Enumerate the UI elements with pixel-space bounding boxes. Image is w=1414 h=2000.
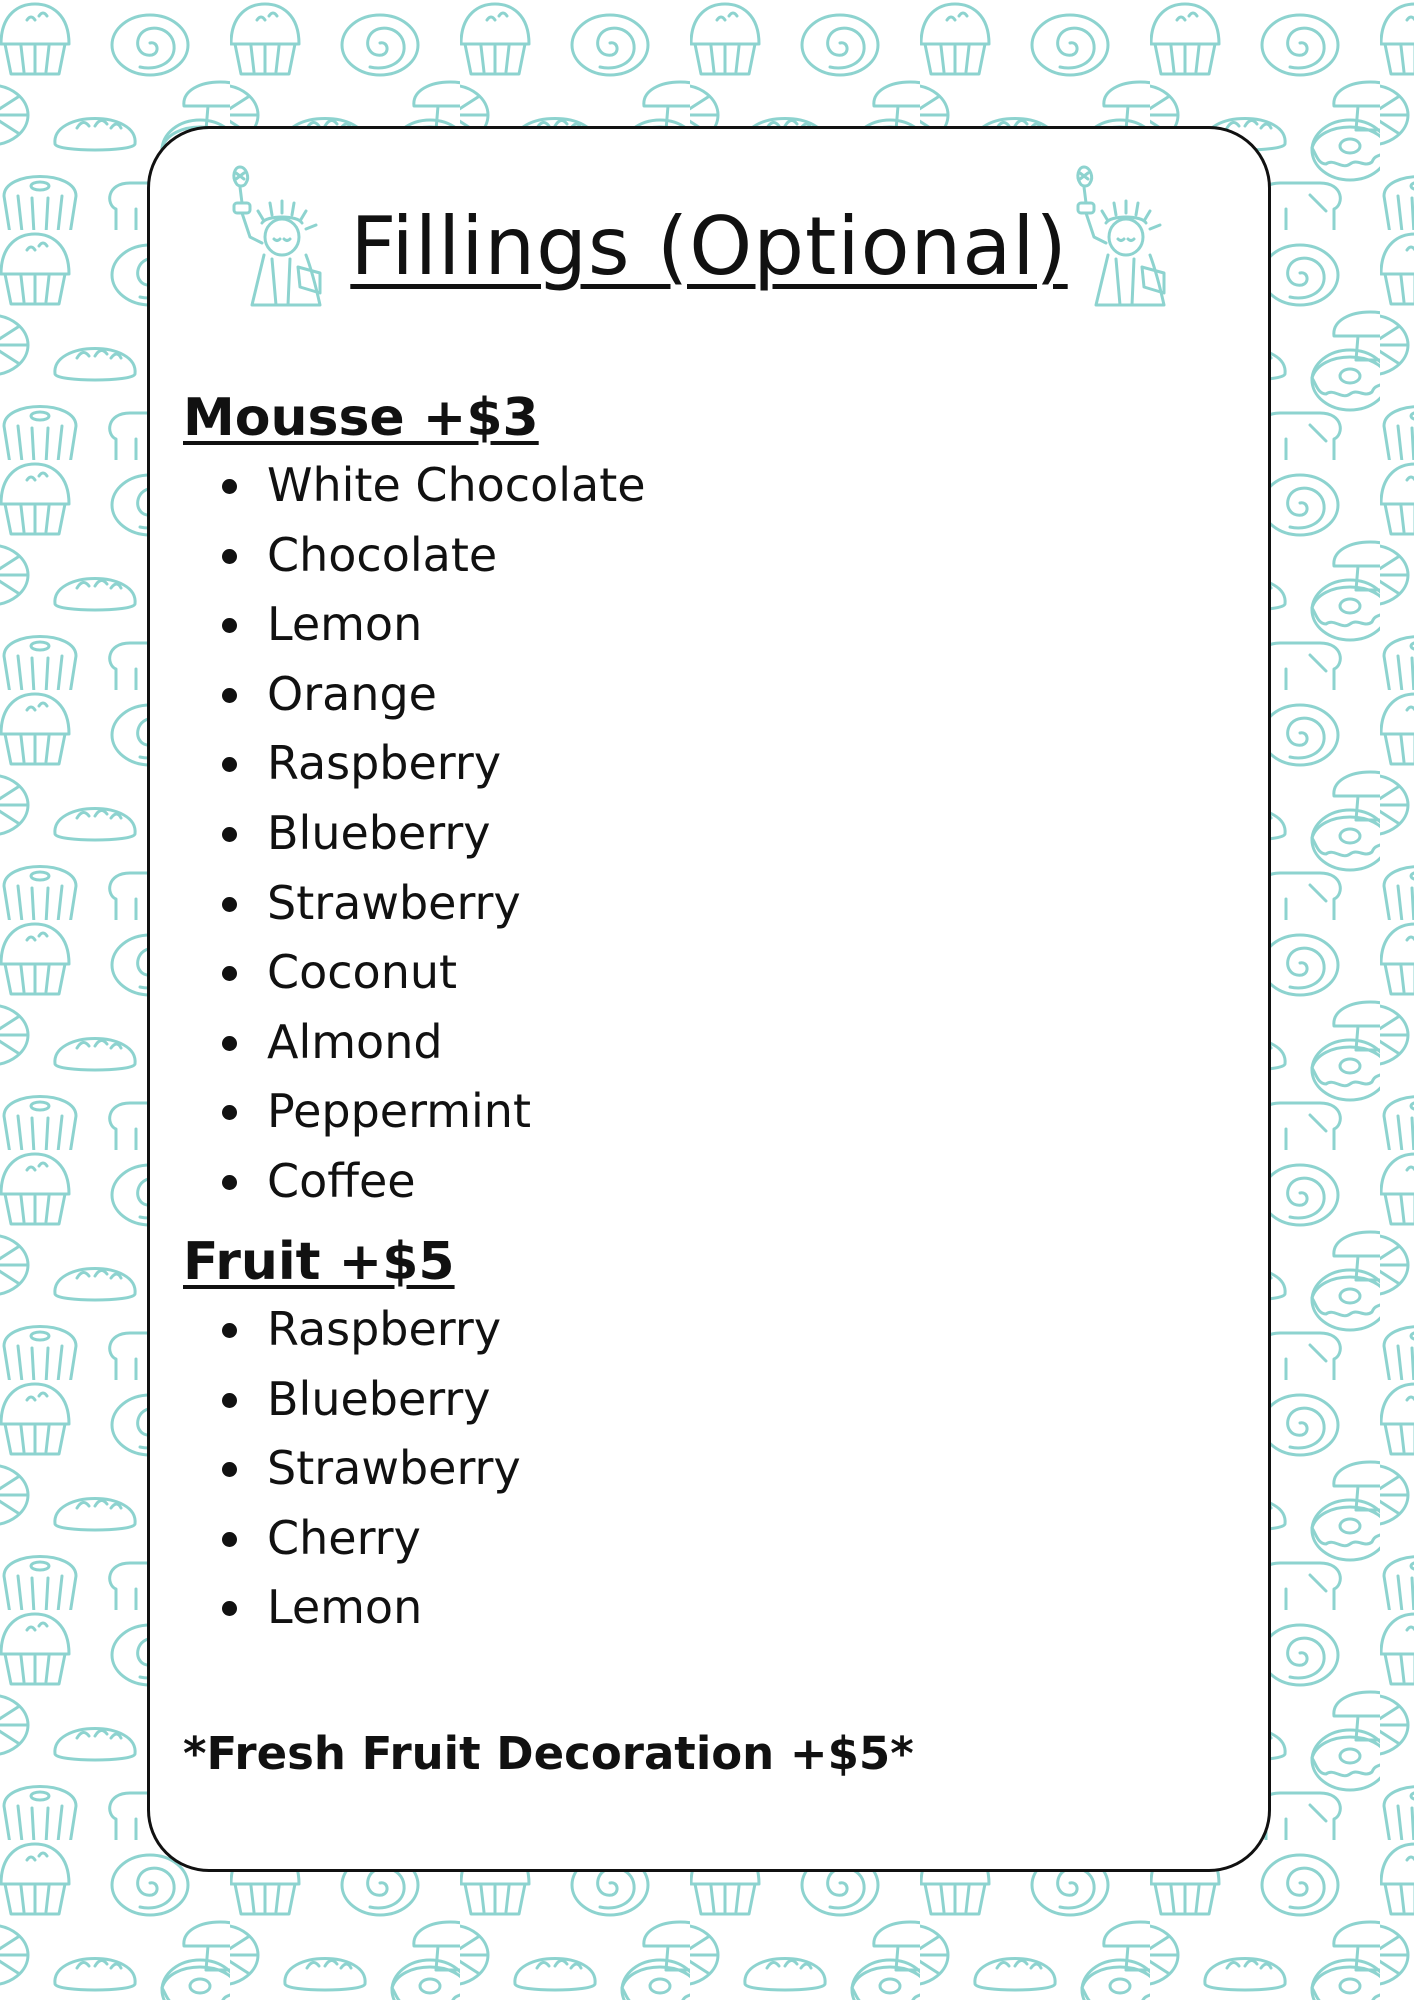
- fruit-list: [183, 1295, 1183, 1643]
- bullet-icon: [222, 549, 237, 564]
- bullet-icon: [222, 618, 237, 633]
- fresh-fruit-note: *Fresh Fruit Decoration +$5*: [183, 1727, 914, 1780]
- mousse-section: [183, 385, 1183, 1217]
- item-label: Blueberry: [267, 805, 491, 860]
- list-item: [183, 799, 1183, 869]
- item-label: Lemon: [267, 1580, 423, 1635]
- item-label: Peppermint: [267, 1084, 531, 1139]
- bullet-icon: [222, 1323, 237, 1338]
- bullet-icon: [222, 1036, 237, 1051]
- menu-card: [147, 126, 1271, 1872]
- bullet-icon: [222, 757, 237, 772]
- item-label: Blueberry: [267, 1371, 491, 1426]
- list-item: [183, 1077, 1183, 1147]
- list-item: [183, 1573, 1183, 1643]
- bullet-icon: [222, 1462, 237, 1477]
- item-label: Coffee: [267, 1153, 416, 1208]
- list-item: [183, 1147, 1183, 1217]
- page-title: Fillings (Optional): [350, 200, 1068, 293]
- mousse-list: [183, 451, 1183, 1217]
- list-item: [183, 590, 1183, 660]
- bullet-icon: [222, 966, 237, 981]
- item-label: Lemon: [267, 597, 423, 652]
- bullet-icon: [222, 1105, 237, 1120]
- item-label: Raspberry: [267, 736, 502, 791]
- list-item: [183, 1434, 1183, 1504]
- list-item: [183, 729, 1183, 799]
- item-label: Orange: [267, 666, 437, 721]
- list-item: [183, 660, 1183, 730]
- item-label: White Chocolate: [267, 458, 646, 512]
- list-item: [183, 1365, 1183, 1435]
- item-label: Cherry: [267, 1510, 421, 1565]
- item-label: Strawberry: [267, 875, 521, 930]
- item-label: Almond: [267, 1014, 443, 1069]
- list-item: [183, 1295, 1183, 1365]
- item-label: Strawberry: [267, 1441, 521, 1496]
- bullet-icon: [222, 688, 237, 703]
- list-item: [183, 1504, 1183, 1574]
- fruit-section: [183, 1229, 1183, 1643]
- bullet-icon: [222, 1175, 237, 1190]
- section-heading-fruit: Fruit +$5: [183, 1232, 455, 1292]
- item-label: Coconut: [267, 945, 458, 1000]
- bullet-icon: [222, 1532, 237, 1547]
- list-item: [183, 451, 1183, 521]
- item-label: Raspberry: [267, 1302, 502, 1356]
- bullet-icon: [222, 827, 237, 842]
- list-item: [183, 869, 1183, 939]
- bullet-icon: [222, 1393, 237, 1408]
- list-item: [183, 1008, 1183, 1078]
- bullet-icon: [222, 897, 237, 912]
- item-label: Chocolate: [267, 527, 498, 582]
- bullet-icon: [222, 479, 237, 494]
- list-item: [183, 521, 1183, 591]
- list-item: [183, 938, 1183, 1008]
- section-heading-mousse: Mousse +$3: [183, 388, 539, 448]
- bullet-icon: [222, 1601, 237, 1616]
